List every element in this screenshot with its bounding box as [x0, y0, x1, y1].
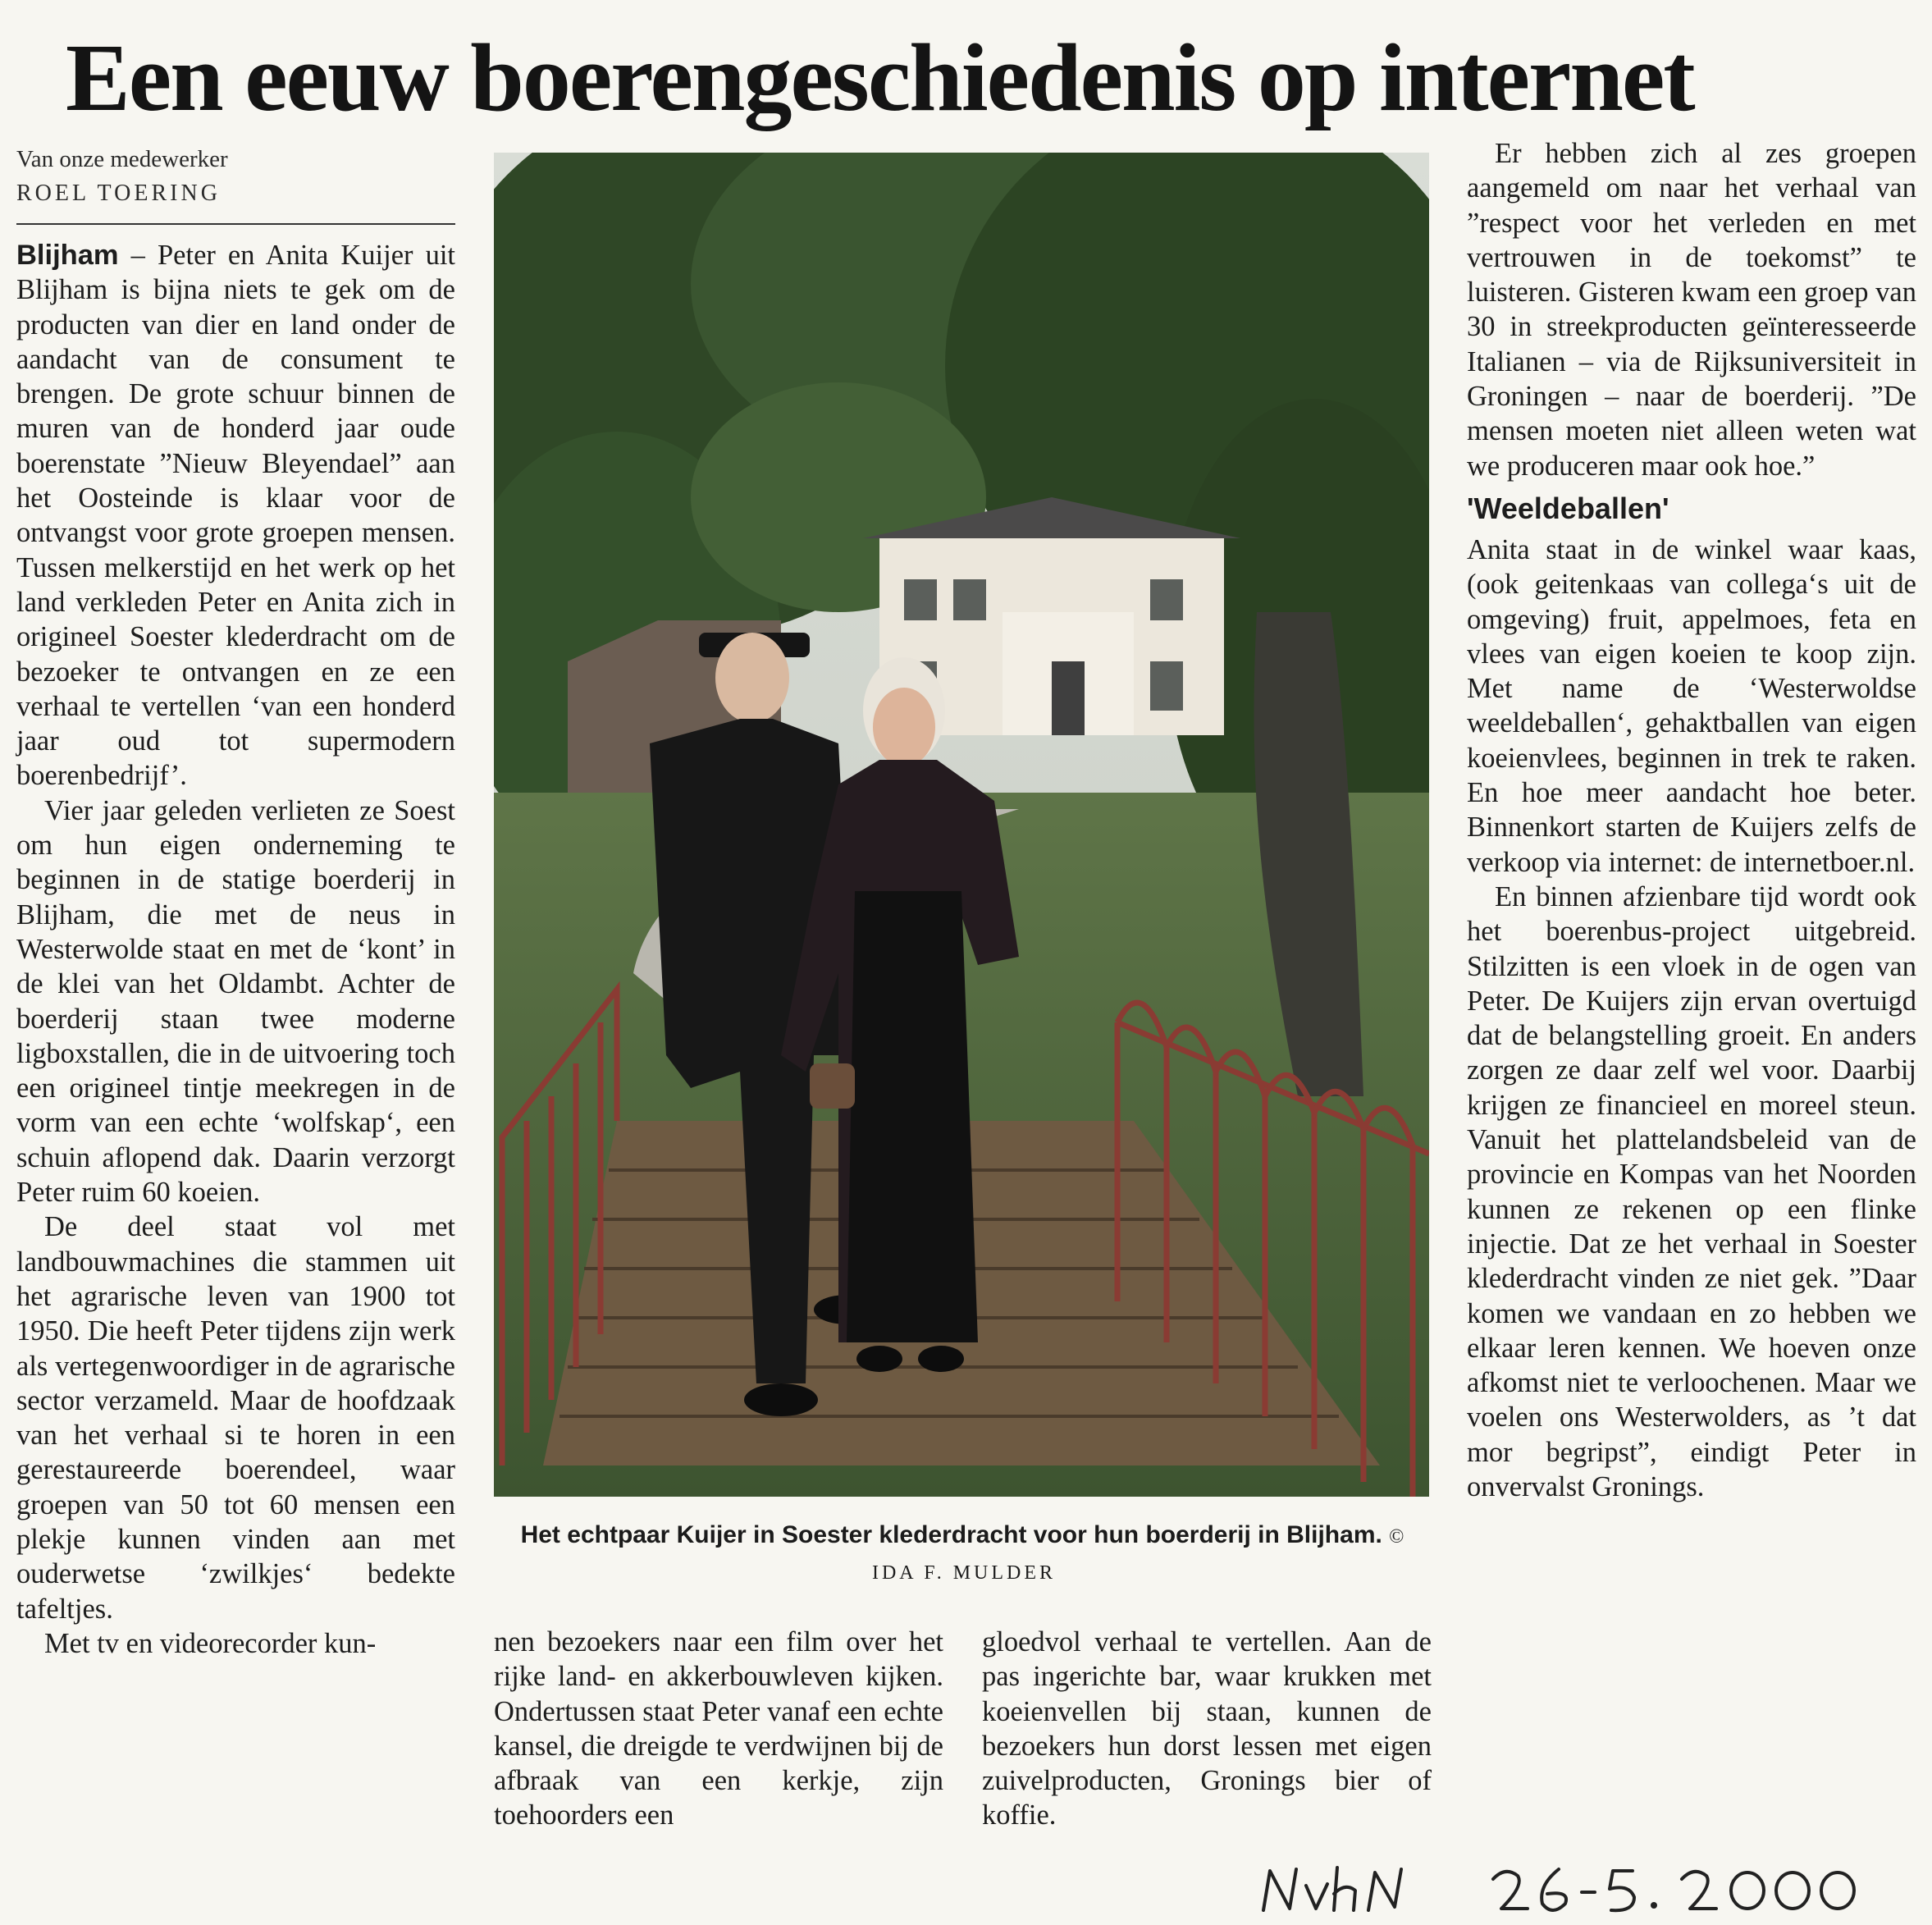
- article-paragraph: En binnen afzienbare tijd wordt ook het boerenbus-project uitgebreid. Stilzitten is een vloek in de ogen van Peter. De Kuijers zijn ervan overtuigd dat de belangstelling groeit. En anders zorgen ze daar zelf wel voor. Daarbij krijgen ze financieel en moreel steun. Vanuit het plattelandsbeleid van de provincie en Kompas van het Noorden kunnen ze rekenen op een flinke injectie. Dat ze het verhaal in Soester klederdracht vinden ze niet gek. ”Daar komen we vandaan en zo hebben we elkaar leren kennen. We hoeven onze afkomst niet te verloochenen. Maar we voelen ons Westerwolders, as ’t dat mor begripst”, eindigt Peter in onvervalst Gronings.: [1467, 880, 1916, 1502]
- article-paragraph: De deel staat vol met landbouwmachines die stammen uit het agrarische leven van 1900 tot 1950. Die heeft Peter tijdens zijn werk als vertegenwoordiger in de agrarische sector verzameld. Maar de hoofdzaak van het verhaal si te horen in een gerestaureerde boerendeel, waar groepen van 50 tot 60 mensen een plekje kunnen vinden aan met ouderwetse ‘zwilkjes‘ bedekte tafeltjes.: [16, 1211, 455, 1625]
- article-paragraph: gloedvol verhaal te vertellen. Aan de pas ingerichte bar, waar krukken met koeienvellen bij staan, kunnen de bezoekers hun dorst lessen met eigen zuivelproducten, Gronings bier of koffie.: [982, 1626, 1432, 1831]
- article-column-middle-2: [982, 1625, 1432, 1833]
- article-column-left: [16, 238, 455, 1661]
- handwritten-date-stamp: [1255, 1861, 1879, 1918]
- photo-caption: [500, 1518, 1427, 1590]
- article-paragraph: Anita staat in de winkel waar kaas, (ook geitenkaas van collega‘s uit de omgeving) fruit, appelmoes, feta en vlees van eigen koeien te koop zijn. Met name de ‘Westerwoldse weeldeballen‘, gehaktballen van eigen koeienvlees, beginnen in trek te raken. En hoe meer aandacht hoe beter. Binnenkort starten de Kuijers zelfs de verkoop via internet: de internetboer.nl.: [1467, 533, 1916, 878]
- photo-illustration: [494, 153, 1429, 1497]
- article-photo: [494, 153, 1429, 1497]
- article-paragraph: Vier jaar geleden verlieten ze Soest om hun eigen onderneming te beginnen in de statige boerderij in Blijham, die met de neus in Westerwolde staat en met de ‘kont’ in de klei van het Oldambt. Achter de boerderij staan twee moderne ligboxstallen, die in de uitvoering toch een origineel tintje meekregen in de vorm van een echte ‘wolfskap‘, een schuin aflopend dak. Daarin verzorgt Peter ruim 60 koeien.: [16, 794, 455, 1209]
- dateline: Blijham: [16, 240, 119, 271]
- article-column-middle-1: [494, 1625, 943, 1833]
- article-paragraph: Er hebben zich al zes groepen aangemeld om naar het verhaal van ”respect voor het verleden en met vertrouwen in de toekomst” te luisteren. Gisteren kwam een groep van 30 in streekproducten geïnteresseerde Italianen – via de Rijksuniversiteit in Groningen – naar de boerderij. ”De mensen moeten niet alleen weten wat we produceren maar ook hoe.”: [1467, 138, 1916, 482]
- article-paragraph: Met tv en videorecorder kun-: [44, 1627, 377, 1659]
- byline-author: ROEL TOERING: [16, 181, 221, 206]
- article-paragraph: [16, 238, 455, 793]
- photo-credit: © IDA F. MULDER: [871, 1526, 1408, 1584]
- article-column-right: [1467, 136, 1916, 1504]
- caption-text: Het echtpaar Kuijer in Soester klederdracht voor hun boerderij in Blijham.: [520, 1521, 1382, 1548]
- article-paragraph: nen bezoekers naar een film over het rijke land- en akkerbouwleven kijken. Ondertussen staat Peter vanaf een echte kansel, die dreigde te verdwijnen bij de afbraak van een kerkje, zijn toehoorders een: [494, 1626, 943, 1831]
- byline-intro: Van onze medewerker: [16, 146, 228, 172]
- subheading: 'Weeldeballen': [1467, 491, 1669, 525]
- headline: Een eeuw boerengeschiedenis op internet: [66, 24, 1694, 131]
- lead-text: – Peter en Anita Kuijer uit Blijham is bijna niets te gek om de producten van dier en land onder de aandacht van de consument te brengen. De grote schuur binnen de muren van de honderd jaar oude boerenstate ”Nieuw Bleyendael” aan het Oosteinde is klaar voor de ontvangst voor grote groepen mensen. Tussen melkerstijd en het werk op het land verkleden Peter en Anita zich in origineel Soester klederdracht om de bezoeker te ontvangen en ze een verhaal te vertellen ‘van een honderd jaar oud tot supermodern boerenbedrijf’.: [16, 240, 455, 792]
- byline-divider: [16, 223, 455, 225]
